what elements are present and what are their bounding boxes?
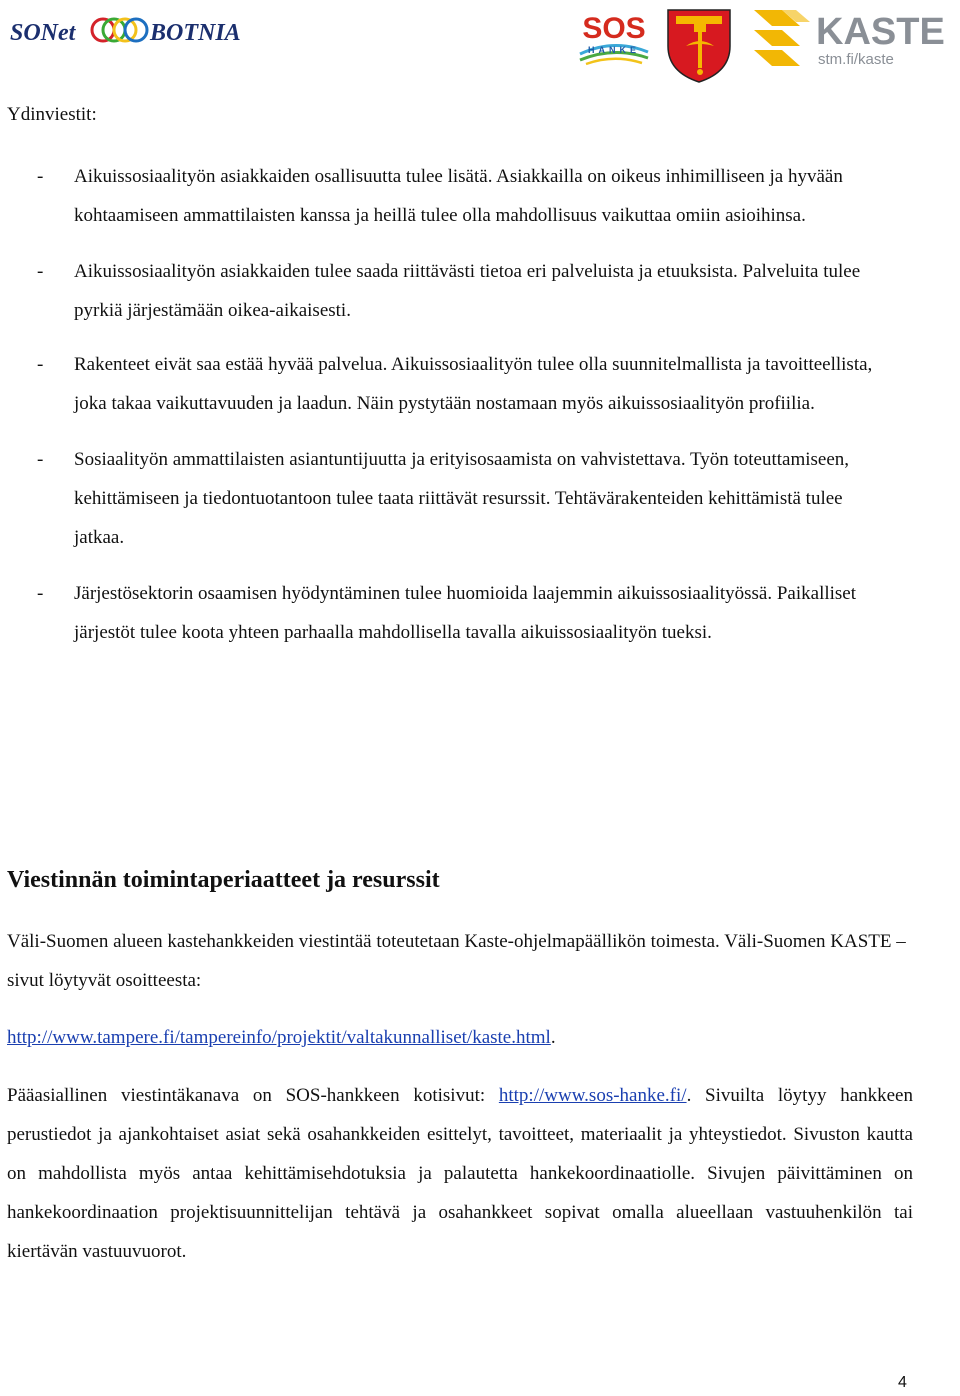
- botnia-text: BOTNIA: [150, 20, 241, 46]
- list-item-text: Aikuissosiaalityön asiakkaiden osallisuutta tulee lisätä. Asiakkailla on oikeus inhimilliseen ja hyvään kohtaamiseen ammattilaisten kanssa ja heillä tulee olla mahdollisuus vaikuttaa omiin asioihinsa.: [74, 166, 843, 226]
- tampere-crest-icon: [664, 6, 734, 84]
- list-dash: -: [37, 583, 44, 604]
- sonet-text: SONet: [10, 20, 76, 46]
- kaste-link-period: .: [550, 1027, 556, 1048]
- list-item-text: Järjestösektorin osaamisen hyödyntäminen tulee huomioida laajemmin aikuissosiaalityössä. Paikalliset järjestöt tulee koota yhteen parhaalla mahdollisella tavalla aikuissosiaalityön tueksi.: [74, 583, 857, 643]
- website-paragraph-rest: . Sivuilta löytyy hankkeen perustiedot ja ajankohtaiset asiat sekä osahankkeiden esittelyt, tavoitteet, materiaalit ja yhteystiedot. Sivuston kautta on mahdollista myös antaa kehittämisehdotuksia ja palautetta hankekoordinaatiolle. Sivujen päivittäminen on hankekoordinaation projektisuunnittelijan tehtävä ja osahankkeet sopivat omalla alueellaan vastuuhenkilön tai kiertävän vastuuvuorot.: [7, 1085, 913, 1262]
- section-heading: Viestinnän toimintaperiaatteet ja resurssit: [7, 867, 440, 893]
- list-item-text: Sosiaalityön ammattilaisten asiantuntijuutta ja erityisosaamista on vahvistettava. Työn toteuttamiseen, kehittämiseen ja tiedontuotantoon tulee taata riittävät resurssit. Tehtävärakenteiden kehittämistä tulee jatkaa.: [74, 449, 850, 548]
- list-dash: -: [37, 354, 44, 375]
- website-paragraph: [7, 1076, 913, 1271]
- kaste-link-paragraph: [7, 1018, 913, 1057]
- list-item-text: Rakenteet eivät saa estää hyvää palvelua. Aikuissosiaalityön tulee olla suunnitelmallista ja tavoitteellista, joka takaa vaikuttavuuden ja laadun. Näin pystytään nostamaan myös aikuissosiaalityön profiilia.: [74, 354, 873, 414]
- sos-hanke-link[interactable]: http://www.sos-hanke.fi/: [498, 1085, 687, 1106]
- intro-label: Ydinviestit:: [7, 104, 97, 125]
- sonet-rings-icon: [92, 19, 147, 41]
- list-item: [0, 345, 896, 423]
- list-item: [0, 157, 896, 235]
- hanke-text: HANKE: [587, 45, 641, 55]
- list-item: [0, 252, 896, 330]
- list-item-text: Aikuissosiaalityön asiakkaiden tulee saada riittävästi tietoa eri palveluista ja etuuksista. Palveluita tulee pyrkiä järjestämään oikea-aikaisesti.: [74, 261, 861, 321]
- kaste-text: KASTE: [816, 11, 945, 53]
- list-dash: -: [37, 449, 44, 470]
- sonet-botnia-logo: [10, 8, 255, 52]
- kaste-stripes-icon: [754, 10, 810, 66]
- page-number: 4: [898, 1374, 907, 1391]
- list-item: [0, 574, 896, 652]
- website-paragraph-intro: Pääasiallinen viestintäkanava on SOS-hankkeen kotisivut:: [7, 1085, 499, 1106]
- list-item: [0, 440, 896, 557]
- kaste-url-text: stm.fi/kaste: [818, 51, 894, 68]
- sos-hanke-logo: [576, 8, 652, 66]
- kaste-logo: [752, 4, 957, 76]
- list-dash: -: [37, 166, 44, 187]
- sos-text: SOS: [582, 12, 646, 45]
- communication-paragraph: Väli-Suomen alueen kastehankkeiden viestintää toteutetaan Kaste-ohjelmapäällikön toimesta. Väli-Suomen KASTE –sivut löytyvät osoitteesta:: [7, 931, 906, 991]
- key-messages-list: [0, 157, 960, 669]
- list-dash: -: [37, 261, 44, 282]
- kaste-link[interactable]: http://www.tampere.fi/tampereinfo/projektit/valtakunnalliset/kaste.html: [7, 1027, 551, 1048]
